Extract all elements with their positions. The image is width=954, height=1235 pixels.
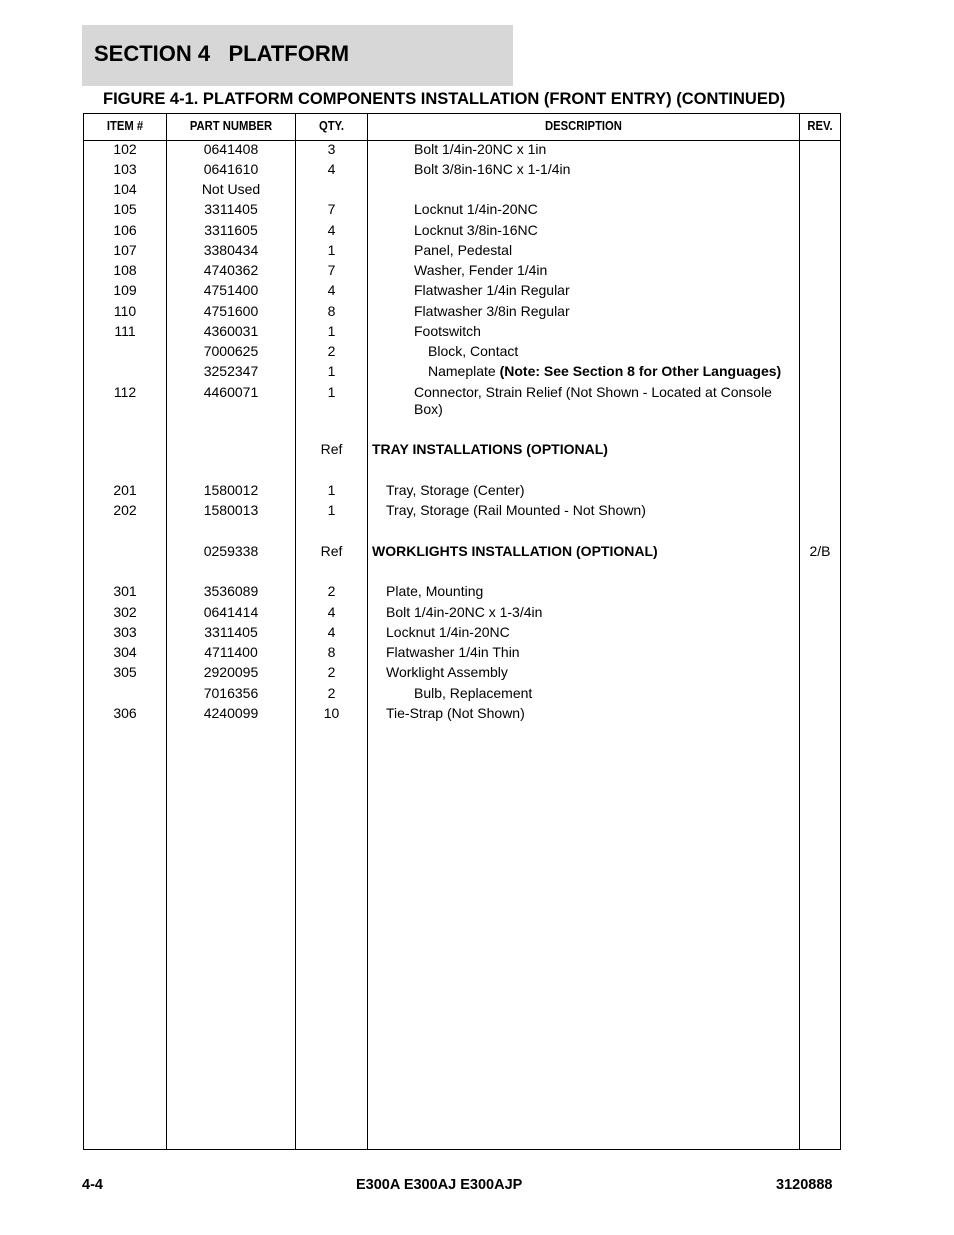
description (372, 502, 792, 519)
item-number: 103 (113, 161, 137, 177)
item-number: 301 (113, 583, 137, 599)
part-number: 1580013 (203, 502, 259, 518)
part-number: 4240099 (203, 705, 259, 721)
item-number: 201 (113, 482, 137, 498)
description-text: Connector, Strain Relief (Not Shown - Located at Console Box) (414, 384, 772, 417)
description (372, 141, 792, 158)
description (372, 482, 792, 499)
description (372, 583, 792, 600)
description-text: TRAY INSTALLATIONS (OPTIONAL) (372, 441, 608, 457)
part-number: 2920095 (203, 664, 259, 680)
item-number: 112 (113, 384, 137, 400)
quantity: 1 (327, 323, 336, 339)
description (372, 303, 792, 320)
quantity: 4 (327, 222, 336, 238)
description (372, 705, 792, 722)
description-text: Flatwasher 3/8in Regular (414, 303, 570, 319)
description-text: Flatwasher 1/4in Thin (386, 644, 520, 660)
description (372, 685, 792, 702)
revision: 2/B (809, 543, 831, 559)
section-header-bar (82, 25, 513, 86)
description (372, 242, 792, 259)
quantity: 10 (323, 705, 340, 721)
quantity: 1 (327, 384, 336, 400)
description-note: (Note: See Section 8 for Other Languages) (499, 363, 782, 379)
item-number: 105 (113, 201, 137, 217)
header-qty: QTY. (318, 119, 345, 133)
quantity: 2 (327, 343, 336, 359)
description-text: Bolt 3/8in-16NC x 1-1/4in (414, 161, 571, 177)
quantity: 1 (327, 502, 336, 518)
description-text: Locknut 3/8in-16NC (414, 222, 538, 238)
header-part-number: PART NUMBER (189, 119, 273, 133)
quantity: 1 (327, 482, 336, 498)
description-text: Tray, Storage (Rail Mounted - Not Shown) (386, 502, 646, 518)
header-item: ITEM # (106, 119, 144, 133)
part-number: 1580012 (203, 482, 259, 498)
description (372, 384, 792, 418)
part-number: 7000625 (203, 343, 259, 359)
item-number: 110 (113, 303, 137, 319)
column-divider (799, 114, 800, 1149)
description (372, 262, 792, 279)
quantity: 4 (327, 604, 336, 620)
item-number: 106 (113, 222, 137, 238)
part-number: 3252347 (203, 363, 259, 379)
description-text: Bulb, Replacement (414, 685, 533, 701)
description-text: Tray, Storage (Center) (386, 482, 525, 498)
description (372, 664, 792, 681)
description-text: Panel, Pedestal (414, 242, 513, 258)
description-text: Flatwasher 1/4in Regular (414, 282, 570, 298)
description (372, 323, 792, 340)
description (372, 343, 792, 360)
description-text: Worklight Assembly (386, 664, 508, 680)
item-number: 108 (113, 262, 137, 278)
description-text: Footswitch (414, 323, 481, 339)
quantity: 1 (327, 363, 336, 379)
part-number: 0259338 (203, 543, 259, 559)
part-number: 3536089 (203, 583, 259, 599)
description-text: Block, Contact (428, 343, 519, 359)
part-number: 4460071 (203, 384, 259, 400)
item-number: 102 (113, 141, 137, 157)
item-number: 303 (113, 624, 137, 640)
quantity: 3 (327, 141, 336, 157)
description (372, 222, 792, 239)
item-number: 305 (113, 664, 137, 680)
description-text: Locknut 1/4in-20NC (386, 624, 510, 640)
description-text: Bolt 1/4in-20NC x 1in (414, 141, 547, 157)
description (372, 644, 792, 661)
header-rev: REV. (807, 119, 833, 133)
description-text: Nameplate (428, 363, 500, 379)
section-title: SECTION 4 PLATFORM (94, 41, 350, 66)
description-text: Tie-Strap (Not Shown) (386, 705, 525, 721)
quantity: 2 (327, 685, 336, 701)
item-number: 304 (113, 644, 137, 660)
part-number: 4751600 (203, 303, 259, 319)
part-number: 4740362 (203, 262, 259, 278)
item-number: 107 (113, 242, 137, 258)
description (372, 161, 792, 178)
quantity: 2 (327, 583, 336, 599)
part-number: 4711400 (204, 644, 258, 660)
item-number: 302 (113, 604, 137, 620)
quantity: 8 (327, 303, 336, 319)
description-text: Plate, Mounting (386, 583, 484, 599)
description (372, 441, 792, 458)
quantity: 7 (327, 262, 336, 278)
description-text: WORKLIGHTS INSTALLATION (OPTIONAL) (372, 543, 658, 559)
part-number: 0641610 (203, 161, 259, 177)
item-number: 104 (113, 181, 137, 197)
description (372, 363, 792, 380)
item-number: 202 (113, 502, 137, 518)
description (372, 282, 792, 299)
column-divider (367, 114, 368, 1149)
quantity: 2 (327, 664, 336, 680)
quantity: 4 (327, 161, 336, 177)
figure-title: FIGURE 4-1. PLATFORM COMPONENTS INSTALLATION (FRONT ENTRY) (CONTINUED) (103, 90, 786, 108)
footer-page-number: 4-4 (82, 1177, 103, 1193)
part-number: 0641414 (203, 604, 259, 620)
description-text: Locknut 1/4in-20NC (414, 201, 538, 217)
quantity: 4 (327, 282, 336, 298)
description-text: Bolt 1/4in-20NC x 1-3/4in (386, 604, 543, 620)
quantity: 4 (327, 624, 336, 640)
part-number: 3311405 (204, 201, 258, 217)
part-number: 4751400 (203, 282, 259, 298)
quantity: Ref (320, 441, 343, 457)
parts-table (83, 113, 841, 1150)
item-number: 109 (113, 282, 137, 298)
description (372, 201, 792, 218)
quantity: 8 (327, 644, 336, 660)
part-number: 0641408 (203, 141, 259, 157)
footer-models: E300A E300AJ E300AJP (356, 1177, 523, 1193)
part-number: 3311405 (204, 624, 258, 640)
part-number: 3380434 (203, 242, 259, 258)
description (372, 604, 792, 621)
quantity: Ref (320, 543, 343, 559)
item-number: 111 (114, 323, 136, 339)
header-description: DESCRIPTION (545, 119, 622, 133)
part-number: 4360031 (203, 323, 259, 339)
quantity: 1 (327, 242, 336, 258)
item-number: 306 (113, 705, 137, 721)
part-number: Not Used (201, 181, 261, 197)
description (372, 624, 792, 641)
description (372, 543, 792, 560)
quantity: 7 (327, 201, 336, 217)
part-number: 7016356 (203, 685, 259, 701)
footer-doc-number: 3120888 (776, 1177, 833, 1193)
description-text: Washer, Fender 1/4in (414, 262, 548, 278)
part-number: 3311605 (204, 222, 258, 238)
